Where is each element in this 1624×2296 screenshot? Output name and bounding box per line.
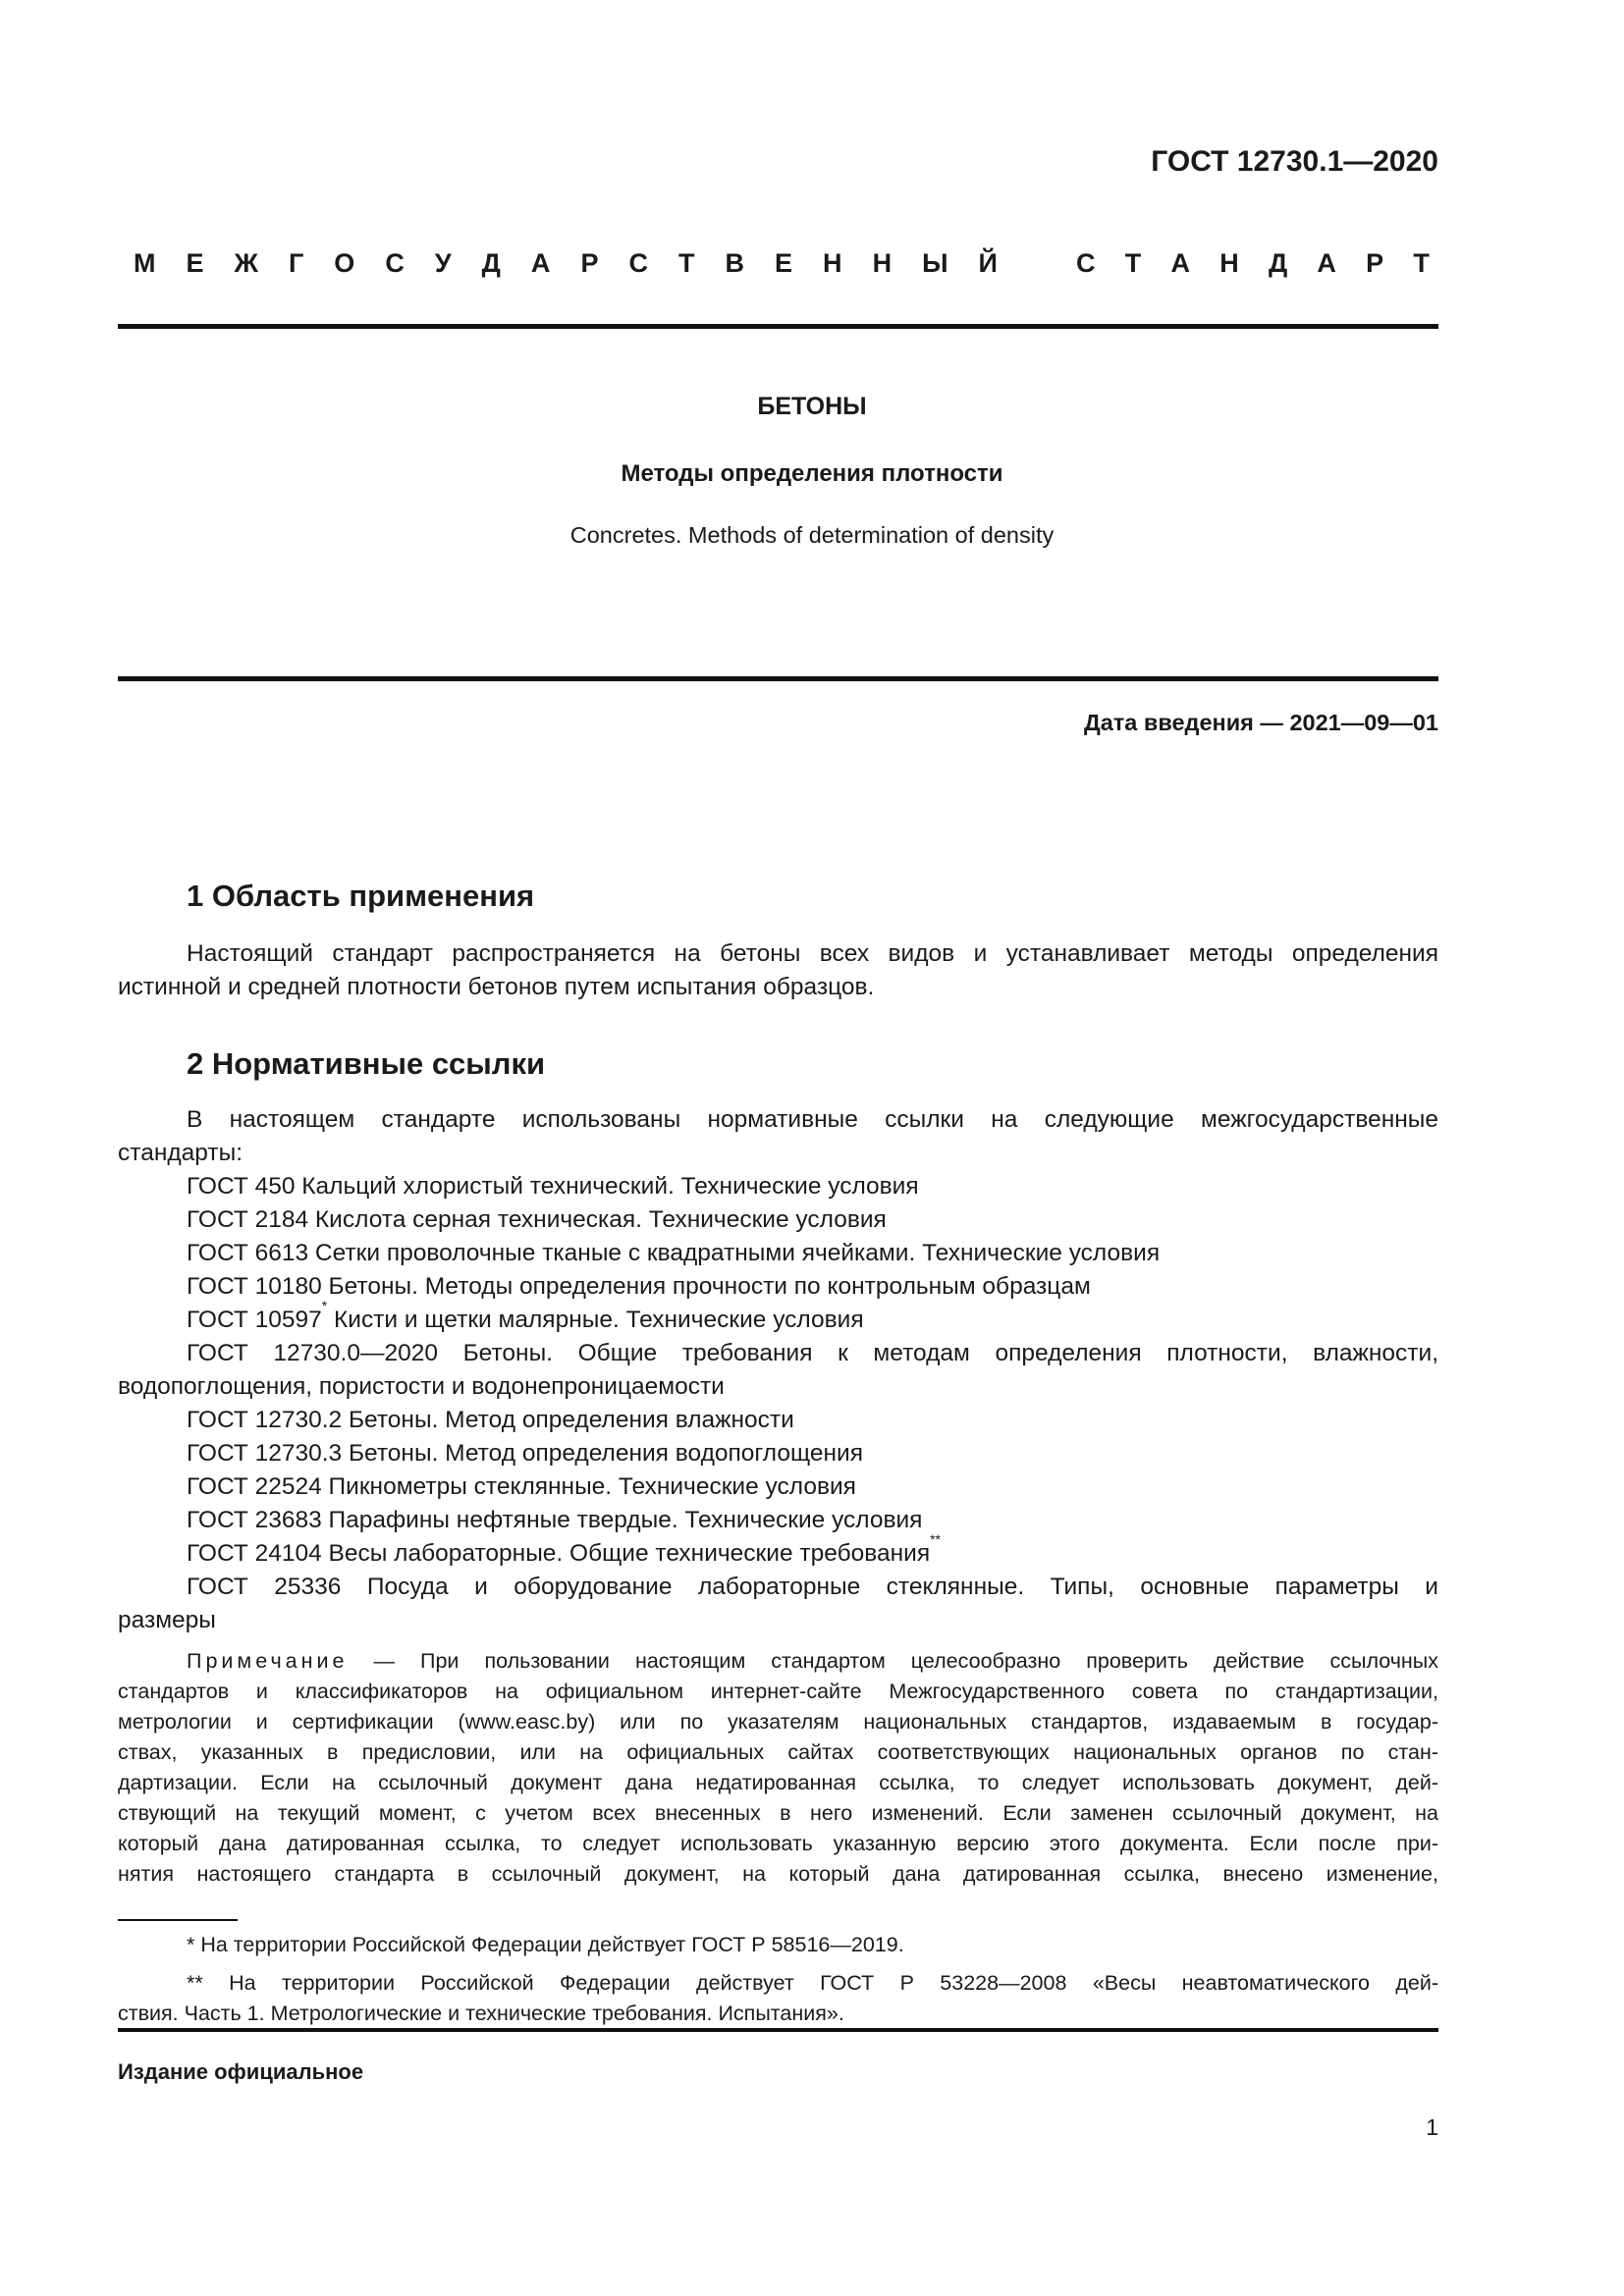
section-1-text — [118, 937, 1438, 1004]
note-line: нятия настоящего стандарта в ссылочный документ, на который дана датированная ссылка, внесено изменение, — [118, 1862, 1438, 1886]
banner-letter: С — [628, 248, 648, 278]
footnote-separator — [118, 1919, 238, 1921]
banner-letter: Д — [481, 248, 501, 278]
banner-letter: В — [725, 248, 744, 278]
banner-letter: Е — [775, 248, 793, 278]
banner-letter: Р — [1366, 248, 1384, 278]
banner-letter: Н — [823, 248, 842, 278]
banner-letter: Д — [1268, 248, 1288, 278]
banner-letter: С — [1076, 248, 1096, 278]
reference-item: ГОСТ 23683 Парафины нефтяные твердые. Технические условия — [187, 1507, 923, 1533]
note-line: метрологии и сертификации (www.easc.by) или по указателям национальных стандартов, издаваемым в государ- — [118, 1710, 1438, 1734]
section-1-heading: 1 Область применения — [187, 879, 535, 913]
english-title: Concretes. Methods of determination of density — [569, 522, 1055, 548]
reference-item: ГОСТ 2184 Кислота серная техническая. Технические условия — [187, 1206, 887, 1233]
footnote-2: ** На территории Российской Федерации действует ГОСТ Р 53228—2008 «Весы неавтоматического дей- — [187, 1971, 1438, 1995]
banner-letter: Й — [978, 248, 998, 278]
banner-letter: Н — [1219, 248, 1239, 278]
banner-letter: С — [385, 248, 405, 278]
reference-item — [118, 1531, 1438, 1571]
document-subtitle: Методы определения плотности — [621, 460, 1003, 487]
banner-letter: Е — [186, 248, 204, 278]
footnote-1: * На территории Российской Федерации действует ГОСТ Р 58516—2019. — [187, 1933, 904, 1956]
title-rule — [118, 676, 1438, 681]
banner-letter: У — [434, 248, 452, 278]
section-1-line-1: Настоящий стандарт распространяется на бетоны всех видов и устанавливает методы определения — [187, 940, 1438, 967]
note-line: ствующий на текущий момент, с учетом всех внесенных в него изменений. Если заменен ссылочный документ, на — [118, 1801, 1438, 1825]
banner-letter: М — [134, 248, 156, 278]
banner-letter: Ы — [922, 248, 948, 278]
banner-letter: Ж — [234, 248, 258, 278]
reference-item-continuation: размеры — [118, 1607, 216, 1633]
note-label: Примечание — [187, 1649, 349, 1673]
reference-item-continuation: водопоглощения, пористости и водонепроницаемости — [118, 1373, 725, 1400]
banner-letter: Т — [677, 248, 695, 278]
footnote-marker: ** — [930, 1531, 941, 1547]
footnote-marker: * — [321, 1298, 328, 1313]
banner-letter: А — [1317, 248, 1336, 278]
normative-references — [118, 1103, 1438, 1637]
footnotes — [118, 1930, 1438, 2029]
reference-item: ГОСТ 450 Кальций хлористый технический. Технические условия — [187, 1173, 919, 1200]
note-text: — При пользовании настоящим стандартом целесообразно проверить действие ссылочных — [348, 1649, 1438, 1673]
note-line: дартизации. Если на ссылочный документ дана недатированная ссылка, то следует использовать документ, дей- — [118, 1771, 1438, 1794]
reference-item: ГОСТ 22524 Пикнометры стеклянные. Технические условия — [187, 1473, 856, 1500]
standard-code: ГОСТ 12730.1—2020 — [1151, 145, 1438, 178]
note-line: ствах, указанных в предисловии, или на официальных сайтах соответствующих национальных органов по стан- — [118, 1740, 1438, 1764]
reference-item: ГОСТ 10180 Бетоны. Методы определения прочности по контрольным образцам — [187, 1273, 1091, 1300]
bottom-rule — [118, 2028, 1438, 2032]
section-2-heading: 2 Нормативные ссылки — [187, 1046, 546, 1081]
reference-title: Кисти и щетки малярные. Технические условия — [327, 1307, 864, 1333]
introduction-date: Дата введения — 2021—09—01 — [1083, 710, 1438, 735]
banner-letter: Н — [872, 248, 893, 278]
document-title: БЕТОНЫ — [757, 393, 867, 420]
edition-label: Издание официальное — [118, 2059, 364, 2084]
section-2-intro-line-2: стандарты: — [118, 1140, 243, 1166]
note-line: стандартов и классификаторов на официальном интернет-сайте Межгосударственного совета по стандартизации, — [118, 1680, 1438, 1703]
note-line — [118, 1646, 1438, 1677]
reference-code: ГОСТ 10597 — [187, 1307, 322, 1333]
reference-item: ГОСТ 6613 Сетки проволочные тканые с квадратными ячейками. Технические условия — [187, 1240, 1161, 1266]
banner-word-1 — [134, 248, 998, 279]
reference-item: ГОСТ 12730.3 Бетоны. Метод определения водопоглощения — [187, 1440, 863, 1467]
footnote-2-continuation: ствия. Часть 1. Метрологические и технические требования. Испытания». — [118, 2002, 844, 2025]
banner-letter: Т — [1413, 248, 1430, 278]
reference-text: ГОСТ 24104 Весы лабораторные. Общие технические требования — [187, 1540, 931, 1567]
top-rule — [118, 324, 1438, 329]
reference-item — [118, 1298, 1438, 1337]
banner-letter: Г — [288, 248, 304, 278]
banner-word-2 — [1076, 248, 1430, 279]
reference-item: ГОСТ 12730.0—2020 Бетоны. Общие требования к методам определения плотности, влажности, — [187, 1340, 1438, 1366]
banner-letter: Р — [580, 248, 599, 278]
banner-letter: А — [530, 248, 551, 278]
reference-item: ГОСТ 12730.2 Бетоны. Метод определения влажности — [187, 1407, 794, 1433]
section-2-intro-line-1: В настоящем стандарте использованы нормативные ссылки на следующие межгосударственные — [187, 1106, 1438, 1133]
reference-note — [118, 1646, 1438, 1890]
section-1-line-2: истинной и средней плотности бетонов путем испытания образцов. — [118, 974, 875, 1000]
banner-letter: О — [334, 248, 355, 278]
banner-title — [134, 248, 1430, 279]
banner-letter: А — [1170, 248, 1190, 278]
page-number: 1 — [1426, 2114, 1438, 2140]
reference-item: ГОСТ 25336 Посуда и оборудование лабораторные стеклянные. Типы, основные параметры и — [187, 1574, 1438, 1600]
note-line: который дана датированная ссылка, то следует использовать указанную версию этого документа. Если после при- — [118, 1832, 1438, 1855]
banner-letter: Т — [1124, 248, 1142, 278]
